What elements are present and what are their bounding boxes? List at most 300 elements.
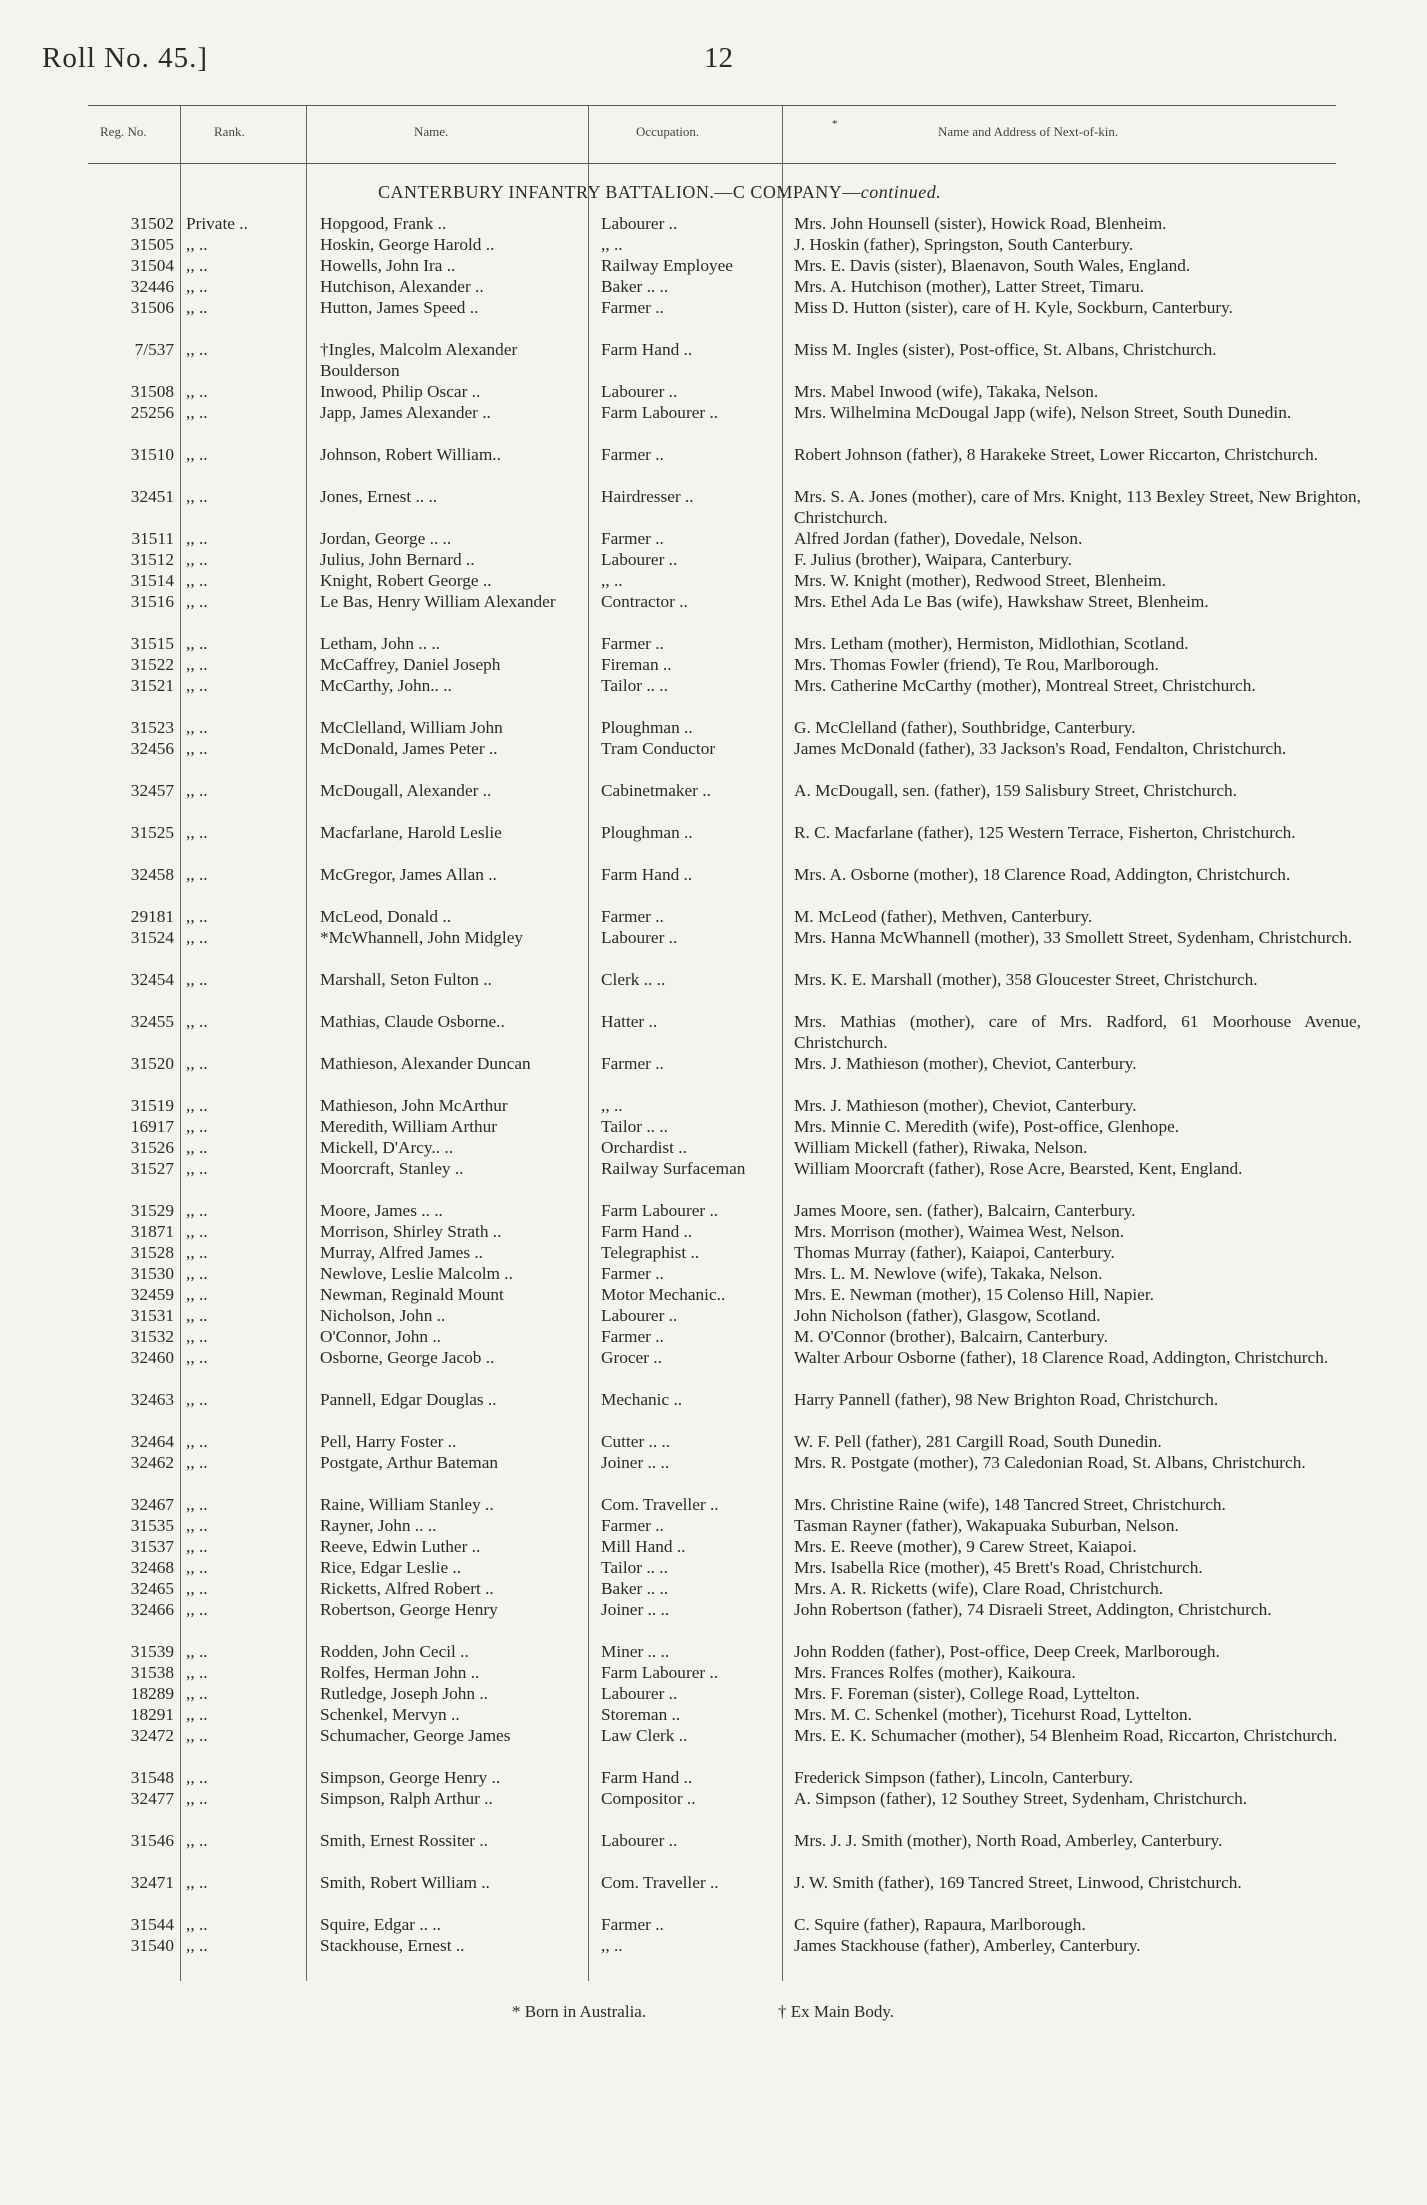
rank: ,, .. <box>186 1600 208 1619</box>
reg-number: 29181 <box>130 907 174 926</box>
occupation: Baker .. .. <box>601 1579 669 1598</box>
soldier-name: Meredith, William Arthur <box>320 1117 498 1136</box>
table-row <box>0 1053 1427 1095</box>
reg-number: 31539 <box>130 1642 174 1661</box>
next-of-kin: Mrs. Isabella Rice (mother), 45 Brett's Road, Christchurch. <box>794 1558 1203 1577</box>
reg-number: 31504 <box>130 256 174 275</box>
table-row <box>0 1935 1427 1956</box>
soldier-name: Ricketts, Alfred Robert .. <box>320 1579 494 1598</box>
soldier-name: Schenkel, Mervyn .. <box>320 1705 460 1724</box>
soldier-name: Rayner, John .. .. <box>320 1516 437 1535</box>
table-row <box>0 297 1427 339</box>
reg-number: 31511 <box>131 529 174 548</box>
table-row <box>0 780 1427 822</box>
occupation: Farm Labourer .. <box>601 403 719 422</box>
occupation: Grocer .. <box>601 1348 662 1367</box>
rank: ,, .. <box>186 487 208 506</box>
reg-number: 32464 <box>130 1432 174 1451</box>
reg-number: 31520 <box>130 1054 174 1073</box>
occupation: Hatter .. <box>601 1012 658 1031</box>
table-row <box>0 444 1427 486</box>
rank: ,, .. <box>186 1243 208 1262</box>
reg-number: 31505 <box>130 235 174 254</box>
soldier-name: Marshall, Seton Fulton .. <box>320 970 492 989</box>
occupation: ,, .. <box>601 1936 623 1955</box>
table-row <box>0 549 1427 570</box>
table-row <box>0 1158 1427 1200</box>
next-of-kin: Mrs. Thomas Fowler (friend), Te Rou, Marlborough. <box>794 655 1159 674</box>
soldier-name: Hutchison, Alexander .. <box>320 277 484 296</box>
page-number: 12 <box>704 42 733 74</box>
table-row <box>0 1830 1427 1872</box>
reg-number: 32458 <box>130 865 174 884</box>
next-of-kin: Mrs. W. Knight (mother), Redwood Street, Blenheim. <box>794 571 1166 590</box>
soldier-name: Morrison, Shirley Strath .. <box>320 1222 502 1241</box>
occupation: Com. Traveller .. <box>601 1495 719 1514</box>
rank: ,, .. <box>186 676 208 695</box>
table-row <box>0 717 1427 738</box>
occupation: Labourer .. <box>601 550 678 569</box>
rank: ,, .. <box>186 781 208 800</box>
reg-number: 32466 <box>130 1600 174 1619</box>
next-of-kin: Walter Arbour Osborne (father), 18 Clarence Road, Addington, Christchurch. <box>794 1348 1329 1367</box>
occupation: Labourer .. <box>601 1831 678 1850</box>
table-row <box>0 1305 1427 1326</box>
next-of-kin: Mrs. R. Postgate (mother), 73 Caledonian Road, St. Albans, Christchurch. <box>794 1453 1306 1472</box>
soldier-name: Letham, John .. .. <box>320 634 440 653</box>
next-of-kin: Miss M. Ingles (sister), Post-office, St. Albans, Christchurch. <box>794 340 1217 359</box>
soldier-name: McClelland, William John <box>320 718 503 737</box>
occupation: Clerk .. .. <box>601 970 666 989</box>
reg-number: 32472 <box>130 1726 174 1745</box>
reg-number: 32477 <box>130 1789 174 1808</box>
table-row <box>0 1431 1427 1452</box>
next-of-kin: Mrs. E. Newman (mother), 15 Colenso Hill, Napier. <box>794 1285 1154 1304</box>
table-row <box>0 381 1427 402</box>
column-header-occupation: Occupation. <box>636 124 700 139</box>
column-header-star: * <box>832 118 838 130</box>
table-row <box>0 528 1427 549</box>
soldier-name: Rice, Edgar Leslie .. <box>320 1558 462 1577</box>
rank: ,, .. <box>186 634 208 653</box>
header-bottom-rule <box>88 163 1336 164</box>
rank: ,, .. <box>186 1516 208 1535</box>
table-row <box>0 591 1427 633</box>
occupation: Com. Traveller .. <box>601 1873 719 1892</box>
reg-number: 32460 <box>130 1348 174 1367</box>
rank: ,, .. <box>186 571 208 590</box>
soldier-name: Japp, James Alexander .. <box>320 403 491 422</box>
reg-number: 31871 <box>130 1222 174 1241</box>
rank: ,, .. <box>186 1495 208 1514</box>
rank: ,, .. <box>186 1096 208 1115</box>
next-of-kin: M. McLeod (father), Methven, Canterbury. <box>794 907 1093 926</box>
next-of-kin: Mrs. J. Mathieson (mother), Cheviot, Canterbury. <box>794 1054 1137 1073</box>
table-row <box>0 633 1427 654</box>
reg-number: 18289 <box>130 1684 174 1703</box>
rank: ,, .. <box>186 1558 208 1577</box>
rank: ,, .. <box>186 1579 208 1598</box>
soldier-name: Mickell, D'Arcy.. .. <box>320 1138 454 1157</box>
occupation: Railway Employee <box>601 256 733 275</box>
rank: ,, .. <box>186 970 208 989</box>
reg-number: 31514 <box>130 571 174 590</box>
reg-number: 25256 <box>130 403 174 422</box>
occupation: Farmer .. <box>601 1915 664 1934</box>
next-of-kin: Thomas Murray (father), Kaiapoi, Canterbury. <box>794 1243 1115 1262</box>
soldier-name: Osborne, George Jacob .. <box>320 1348 495 1367</box>
soldier-name: Rodden, John Cecil .. <box>320 1642 469 1661</box>
rank: ,, .. <box>186 718 208 737</box>
occupation: ,, .. <box>601 235 623 254</box>
table-row <box>0 1494 1427 1515</box>
soldier-name: Julius, John Bernard .. <box>320 550 475 569</box>
next-of-kin: Frederick Simpson (father), Lincoln, Canterbury. <box>794 1768 1134 1787</box>
next-of-kin: R. C. Macfarlane (father), 125 Western Terrace, Fisherton, Christchurch. <box>794 823 1296 842</box>
next-of-kin: Mrs. Christine Raine (wife), 148 Tancred Street, Christchurch. <box>794 1495 1226 1514</box>
reg-number: 32455 <box>130 1012 174 1031</box>
occupation: Farmer .. <box>601 298 664 317</box>
table-row <box>0 927 1427 969</box>
reg-number: 31548 <box>130 1768 174 1787</box>
rank: ,, .. <box>186 1768 208 1787</box>
table-row <box>0 1284 1427 1305</box>
reg-number: 31540 <box>130 1936 174 1955</box>
occupation: ,, .. <box>601 1096 623 1115</box>
rank: ,, .. <box>186 1390 208 1409</box>
occupation: Joiner .. .. <box>601 1453 670 1472</box>
next-of-kin: J. W. Smith (father), 169 Tancred Street, Linwood, Christchurch. <box>794 1873 1242 1892</box>
soldier-name: McLeod, Donald .. <box>320 907 452 926</box>
table-row <box>0 234 1427 255</box>
soldier-name: Murray, Alfred James .. <box>320 1243 484 1262</box>
occupation: Farmer .. <box>601 445 664 464</box>
soldier-name: †Ingles, Malcolm Alexander Boulderson <box>320 340 518 380</box>
soldier-name: Howells, John Ira .. <box>320 256 456 275</box>
occupation: Ploughman .. <box>601 718 693 737</box>
rank: ,, .. <box>186 1936 208 1955</box>
soldier-name: Le Bas, Henry William Alexander <box>320 592 556 611</box>
occupation: Farmer .. <box>601 907 664 926</box>
next-of-kin: Mrs. Wilhelmina McDougal Japp (wife), Nelson Street, South Dunedin. <box>794 403 1292 422</box>
table-row <box>0 738 1427 780</box>
section-title: CANTERBURY INFANTRY BATTALION.—C COMPANY— <box>378 182 861 202</box>
next-of-kin: Mrs. E. Reeve (mother), 9 Carew Street, Kaiapoi. <box>794 1537 1137 1556</box>
rank: ,, .. <box>186 340 208 359</box>
reg-number: 31546 <box>130 1831 174 1850</box>
occupation: Farmer .. <box>601 1516 664 1535</box>
rank: ,, .. <box>186 1642 208 1661</box>
next-of-kin: A. McDougall, sen. (father), 159 Salisbury Street, Christchurch. <box>794 781 1237 800</box>
table-row <box>0 1536 1427 1557</box>
occupation: Ploughman .. <box>601 823 693 842</box>
rank: ,, .. <box>186 1285 208 1304</box>
rank: ,, .. <box>186 403 208 422</box>
table-row <box>0 1641 1427 1662</box>
next-of-kin: Mrs. S. A. Jones (mother), care of Mrs. Knight, 113 Bexley Street, New Brighton, Christchurch. <box>794 487 1361 527</box>
reg-number: 31519 <box>130 1096 174 1115</box>
table-row <box>0 255 1427 276</box>
reg-number: 32467 <box>130 1495 174 1514</box>
next-of-kin: Tasman Rayner (father), Wakapuaka Suburban, Nelson. <box>794 1516 1179 1535</box>
rank: ,, .. <box>186 235 208 254</box>
reg-number: 31527 <box>130 1159 174 1178</box>
rank: ,, .. <box>186 865 208 884</box>
next-of-kin: Mrs. E. Davis (sister), Blaenavon, South Wales, England. <box>794 256 1191 275</box>
rank: ,, .. <box>186 298 208 317</box>
table-row <box>0 570 1427 591</box>
soldier-name: Hopgood, Frank .. <box>320 214 447 233</box>
occupation: Railway Surfaceman <box>601 1159 746 1178</box>
table-row <box>0 1200 1427 1221</box>
table-row <box>0 1242 1427 1263</box>
occupation: Farmer .. <box>601 1264 664 1283</box>
next-of-kin: Mrs. Frances Rolfes (mother), Kaikoura. <box>794 1663 1076 1682</box>
rank: ,, .. <box>186 907 208 926</box>
reg-number: 31508 <box>130 382 174 401</box>
soldier-name: Reeve, Edwin Luther .. <box>320 1537 481 1556</box>
soldier-name: Stackhouse, Ernest .. <box>320 1936 465 1955</box>
soldier-name: Mathieson, John McArthur <box>320 1096 508 1115</box>
soldier-name: Hutton, James Speed .. <box>320 298 479 317</box>
soldier-name: Smith, Ernest Rossiter .. <box>320 1831 489 1850</box>
rank: ,, .. <box>186 1159 208 1178</box>
table-row <box>0 864 1427 906</box>
reg-number: 7/537 <box>134 340 174 359</box>
next-of-kin: Alfred Jordan (father), Dovedale, Nelson. <box>794 529 1083 548</box>
reg-number: 31523 <box>130 718 174 737</box>
next-of-kin: J. Hoskin (father), Springston, South Canterbury. <box>794 235 1134 254</box>
section-continued: continued. <box>860 182 942 202</box>
rank: ,, .. <box>186 1684 208 1703</box>
rank: ,, .. <box>186 1201 208 1220</box>
reg-number: 31537 <box>130 1537 174 1556</box>
rank: ,, .. <box>186 739 208 758</box>
reg-number: 31530 <box>130 1264 174 1283</box>
reg-number: 31524 <box>130 928 174 947</box>
reg-number: 31529 <box>130 1201 174 1220</box>
table-row <box>0 1137 1427 1158</box>
occupation: Labourer .. <box>601 214 678 233</box>
next-of-kin: Mrs. L. M. Newlove (wife), Takaka, Nelson. <box>794 1264 1103 1283</box>
rank: ,, .. <box>186 1348 208 1367</box>
rank: ,, .. <box>186 1831 208 1850</box>
occupation: Farmer .. <box>601 1054 664 1073</box>
table-row <box>0 339 1427 381</box>
reg-number: 31522 <box>130 655 174 674</box>
table-row <box>0 1683 1427 1704</box>
rank: ,, .. <box>186 382 208 401</box>
soldier-name: O'Connor, John .. <box>320 1327 441 1346</box>
occupation: Farmer .. <box>601 529 664 548</box>
rank: ,, .. <box>186 256 208 275</box>
table-row <box>0 1263 1427 1284</box>
rank: ,, .. <box>186 1726 208 1745</box>
reg-number: 32465 <box>130 1579 174 1598</box>
rank: ,, .. <box>186 277 208 296</box>
reg-number: 31506 <box>130 298 174 317</box>
table-row <box>0 1095 1427 1116</box>
rank: ,, .. <box>186 1327 208 1346</box>
soldier-name: Squire, Edgar .. .. <box>320 1915 441 1934</box>
next-of-kin: F. Julius (brother), Waipara, Canterbury. <box>794 550 1072 569</box>
next-of-kin: Mrs. Ethel Ada Le Bas (wife), Hawkshaw Street, Blenheim. <box>794 592 1209 611</box>
soldier-name: Rolfes, Herman John .. <box>320 1663 480 1682</box>
occupation: Labourer .. <box>601 928 678 947</box>
next-of-kin: James Stackhouse (father), Amberley, Canterbury. <box>794 1936 1141 1955</box>
rank: ,, .. <box>186 1873 208 1892</box>
next-of-kin: W. F. Pell (father), 281 Cargill Road, South Dunedin. <box>794 1432 1162 1451</box>
occupation: Farm Hand .. <box>601 1768 693 1787</box>
rank: ,, .. <box>186 1264 208 1283</box>
occupation: Joiner .. .. <box>601 1600 670 1619</box>
table-row <box>0 906 1427 927</box>
next-of-kin: C. Squire (father), Rapaura, Marlborough. <box>794 1915 1086 1934</box>
reg-number: 31512 <box>130 550 174 569</box>
next-of-kin: James Moore, sen. (father), Balcairn, Canterbury. <box>794 1201 1136 1220</box>
next-of-kin: John Robertson (father), 74 Disraeli Street, Addington, Christchurch. <box>794 1600 1272 1619</box>
table-row <box>0 675 1427 717</box>
rank: ,, .. <box>186 550 208 569</box>
rank: ,, .. <box>186 928 208 947</box>
rank: Private .. <box>186 214 248 233</box>
soldier-name: Knight, Robert George .. <box>320 571 492 590</box>
occupation: Contractor .. <box>601 592 688 611</box>
next-of-kin: Mrs. Minnie C. Meredith (wife), Post-office, Glenhope. <box>794 1117 1180 1136</box>
occupation: Farm Hand .. <box>601 865 693 884</box>
table-row <box>0 1788 1427 1830</box>
next-of-kin: William Mickell (father), Riwaka, Nelson. <box>794 1138 1088 1157</box>
occupation: Telegraphist .. <box>601 1243 700 1262</box>
reg-number: 31532 <box>130 1327 174 1346</box>
next-of-kin: Mrs. M. C. Schenkel (mother), Ticehurst Road, Lyttelton. <box>794 1705 1192 1724</box>
soldier-name: McDonald, James Peter .. <box>320 739 498 758</box>
reg-number: 31531 <box>130 1306 174 1325</box>
next-of-kin: Mrs. Mabel Inwood (wife), Takaka, Nelson. <box>794 382 1099 401</box>
rank: ,, .. <box>186 1432 208 1451</box>
soldier-name: Raine, William Stanley .. <box>320 1495 494 1514</box>
soldier-name: Schumacher, George James <box>320 1726 511 1745</box>
next-of-kin: Mrs. A. R. Ricketts (wife), Clare Road, Christchurch. <box>794 1579 1164 1598</box>
soldier-name: Inwood, Philip Oscar .. <box>320 382 481 401</box>
column-header-name: Name. <box>414 124 449 139</box>
section-heading <box>378 182 941 203</box>
table-row <box>0 1221 1427 1242</box>
next-of-kin: James McDonald (father), 33 Jackson's Road, Fendalton, Christchurch. <box>794 739 1287 758</box>
reg-number: 31502 <box>130 214 174 233</box>
next-of-kin: Mrs. Hanna McWhannell (mother), 33 Smollett Street, Sydenham, Christchurch. <box>794 928 1353 947</box>
rank: ,, .. <box>186 823 208 842</box>
table-row <box>0 1347 1427 1389</box>
occupation: Baker .. .. <box>601 277 669 296</box>
soldier-name: Newman, Reginald Mount <box>320 1285 504 1304</box>
soldier-name: McGregor, James Allan .. <box>320 865 497 884</box>
occupation: Tram Conductor <box>601 739 716 758</box>
table-row <box>0 1011 1427 1053</box>
occupation: Tailor .. .. <box>601 1117 668 1136</box>
soldier-name: Postgate, Arthur Bateman <box>320 1453 499 1472</box>
reg-number: 31535 <box>130 1516 174 1535</box>
soldier-name: McCaffrey, Daniel Joseph <box>320 655 501 674</box>
next-of-kin: Mrs. J. Mathieson (mother), Cheviot, Canterbury. <box>794 1096 1137 1115</box>
next-of-kin: Mrs. F. Foreman (sister), College Road, Lyttelton. <box>794 1684 1140 1703</box>
soldier-name: Jones, Ernest .. .. <box>320 487 438 506</box>
occupation: Labourer .. <box>601 1684 678 1703</box>
rank: ,, .. <box>186 1663 208 1682</box>
next-of-kin: Mrs. E. K. Schumacher (mother), 54 Blenheim Road, Riccarton, Christchurch. <box>794 1726 1338 1745</box>
roll-number: Roll No. 45.] <box>42 42 209 74</box>
table-row <box>0 1704 1427 1725</box>
next-of-kin: Mrs. Letham (mother), Hermiston, Midlothian, Scotland. <box>794 634 1189 653</box>
occupation: Farm Hand .. <box>601 1222 693 1241</box>
soldier-name: Mathias, Claude Osborne.. <box>320 1012 505 1031</box>
table-row <box>0 1389 1427 1431</box>
occupation: Labourer .. <box>601 382 678 401</box>
table-row <box>0 1557 1427 1578</box>
table-row <box>0 1767 1427 1788</box>
table-row <box>0 1872 1427 1914</box>
table-row <box>0 654 1427 675</box>
next-of-kin: Mrs. J. J. Smith (mother), North Road, Amberley, Canterbury. <box>794 1831 1223 1850</box>
next-of-kin: A. Simpson (father), 12 Southey Street, Sydenham, Christchurch. <box>794 1789 1248 1808</box>
next-of-kin: William Moorcraft (father), Rose Acre, Bearsted, Kent, England. <box>794 1159 1243 1178</box>
soldier-name: Johnson, Robert William.. <box>320 445 501 464</box>
reg-number: 31510 <box>130 445 174 464</box>
next-of-kin: Robert Johnson (father), 8 Harakeke Street, Lower Riccarton, Christchurch. <box>794 445 1319 464</box>
soldier-name: Newlove, Leslie Malcolm .. <box>320 1264 513 1283</box>
table-row <box>0 1599 1427 1641</box>
roll-table <box>0 213 1427 1956</box>
table-row <box>0 1452 1427 1494</box>
next-of-kin: John Rodden (father), Post-office, Deep Creek, Marlborough. <box>794 1642 1220 1661</box>
footnote-ex-main-body: † Ex Main Body. <box>778 2002 895 2021</box>
next-of-kin: Mrs. A. Osborne (mother), 18 Clarence Road, Addington, Christchurch. <box>794 865 1291 884</box>
table-row <box>0 213 1427 234</box>
rank: ,, .. <box>186 1138 208 1157</box>
reg-number: 31521 <box>130 676 174 695</box>
reg-number: 31538 <box>130 1663 174 1682</box>
table-row <box>0 1914 1427 1935</box>
reg-number: 32457 <box>130 781 174 800</box>
next-of-kin: G. McClelland (father), Southbridge, Canterbury. <box>794 718 1136 737</box>
rank: ,, .. <box>186 1705 208 1724</box>
next-of-kin: Mrs. Catherine McCarthy (mother), Montreal Street, Christchurch. <box>794 676 1256 695</box>
soldier-name: McCarthy, John.. .. <box>320 676 452 695</box>
rank: ,, .. <box>186 1453 208 1472</box>
next-of-kin: Mrs. K. E. Marshall (mother), 358 Gloucester Street, Christchurch. <box>794 970 1258 989</box>
reg-number: 31528 <box>130 1243 174 1262</box>
column-header-rank: Rank. <box>214 124 245 139</box>
occupation: ,, .. <box>601 571 623 590</box>
soldier-name: McDougall, Alexander .. <box>320 781 492 800</box>
soldier-name: Simpson, Ralph Arthur .. <box>320 1789 493 1808</box>
occupation: Mechanic .. <box>601 1390 683 1409</box>
rank: ,, .. <box>186 529 208 548</box>
table-row <box>0 1725 1427 1767</box>
soldier-name: Pell, Harry Foster .. <box>320 1432 457 1451</box>
reg-number: 32451 <box>130 487 174 506</box>
next-of-kin: Mrs. Morrison (mother), Waimea West, Nelson. <box>794 1222 1125 1241</box>
table-row <box>0 276 1427 297</box>
rank: ,, .. <box>186 1537 208 1556</box>
soldier-name: Robertson, George Henry <box>320 1600 498 1619</box>
occupation: Tailor .. .. <box>601 1558 668 1577</box>
rank: ,, .. <box>186 655 208 674</box>
table-row <box>0 969 1427 1011</box>
rank: ,, .. <box>186 1117 208 1136</box>
next-of-kin: Mrs. Mathias (mother), care of Mrs. Radford, 61 Moorhouse Avenue, Christchurch. <box>794 1012 1361 1052</box>
table-row <box>0 822 1427 864</box>
